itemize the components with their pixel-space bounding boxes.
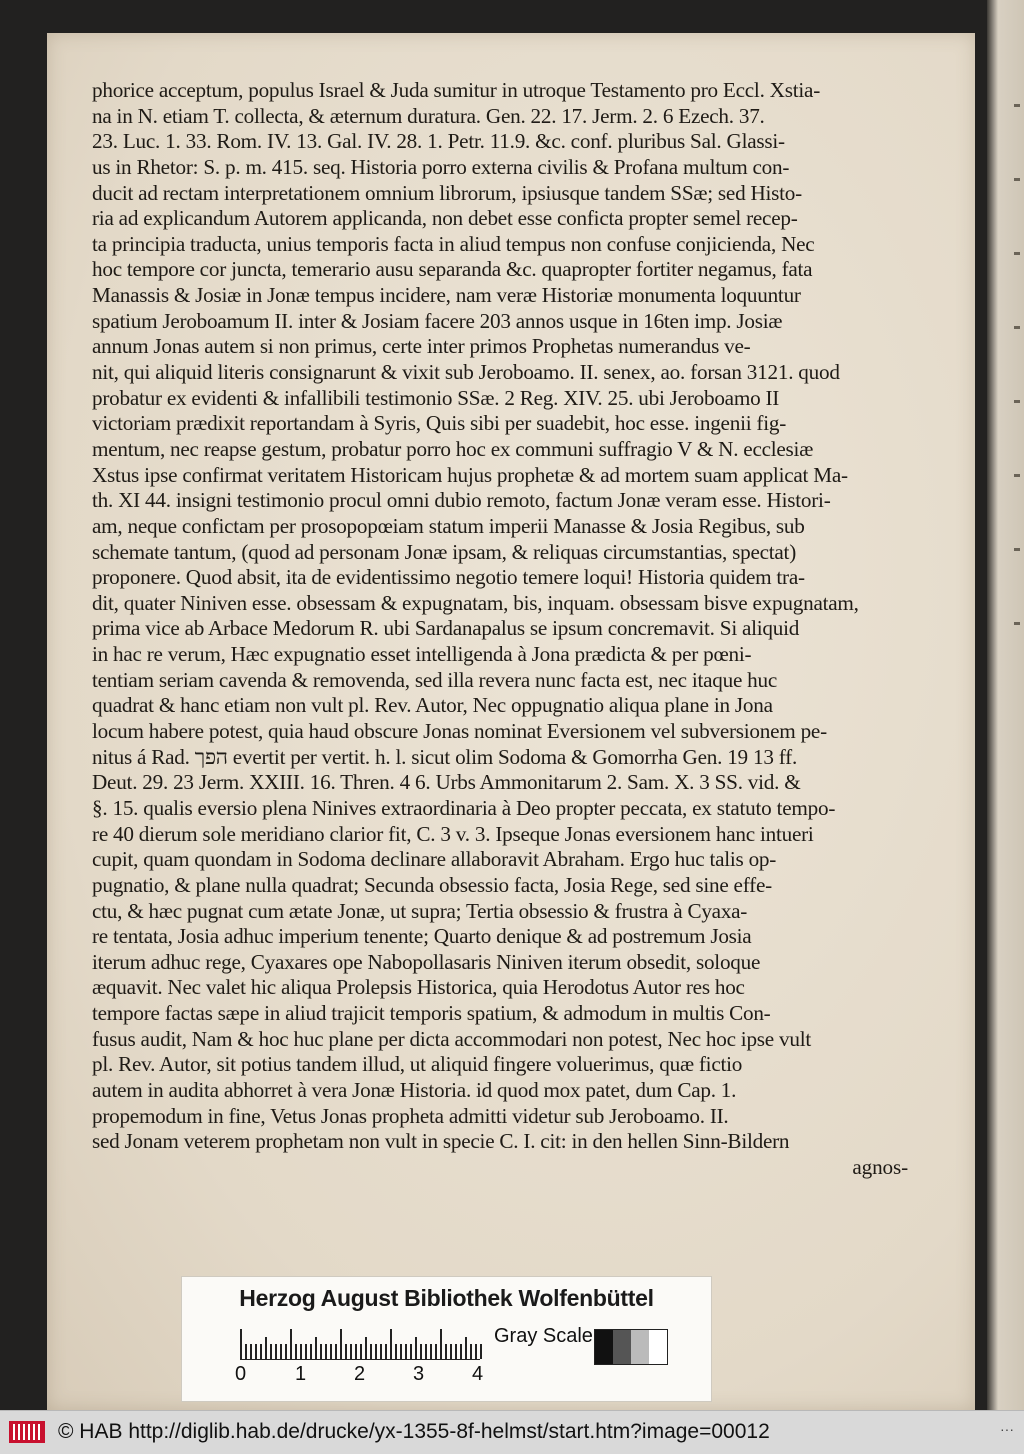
ruler-tick (450, 1344, 452, 1359)
text-line: æquavit. Nec valet hic aliqua Prolepsis Historica, quia Herodotus Autor res hoc (92, 975, 745, 1000)
text-line: §. 15. qualis eversio plena Ninives extraordinaria à Deo propter peccata, ex statuto tempo- (92, 795, 836, 820)
ruler-tick (355, 1344, 357, 1359)
text-line: am, neque confictam per prosopopœiam statum imperii Manasse & Josia Regibus, sub (92, 513, 805, 538)
ruler-tick (405, 1344, 407, 1359)
text-line: ta principia traducta, unius temporis facta in aliud tempus non confuse conjicienda, Nec (92, 231, 815, 256)
text-line: proponere. Quod absit, ita de evidentissimo negotio temere loqui! Historia quidem tra- (92, 565, 805, 590)
text-line: schemate tantum, (quod ad personam Jonæ ipsam, & reliquas circumstantias, spectat) (92, 539, 797, 564)
text-line: re 40 dierum sole meridiano clarior fit, C. 3 v. 3. Ipseque Jonas eversionem hanc intueri (92, 821, 814, 846)
hab-logo-icon[interactable] (8, 1419, 46, 1445)
text-line: nitus á Rad. הפך evertit per vertit. h. l. sicut olim Sodoma & Gomorrha Gen. 19 13 ff. (92, 744, 798, 769)
text-line: annum Jonas autem si non primus, certe inter primos Prophetas numerandus ve- (92, 334, 751, 359)
scale-ruler (240, 1325, 480, 1360)
text-line: spatium Jeroboamum II. inter & Josiam facere 203 annos usque in 16ten imp. Josiæ (92, 308, 783, 333)
text-line: prima vice ab Arbace Medorum R. ubi Sardanapalus se ipsum concremavit. Si aliquid (92, 616, 800, 641)
ruler-tick (370, 1344, 372, 1359)
ruler-tick (400, 1344, 402, 1359)
text-line: iterum adhuc rege, Cyaxares ope Nabopollasaris Niniven iterum obsedit, soloque (92, 949, 761, 974)
ruler-tick (435, 1344, 437, 1359)
viewer-footer (0, 1410, 1024, 1454)
text-line: quadrat & hanc etiam non vult pl. Rev. Autor, Nec oppugnatio aliqua plane in Jona (92, 693, 773, 718)
ruler-number: 2 (354, 1363, 366, 1385)
ruler-tick (295, 1344, 297, 1359)
ruler-tick (455, 1344, 457, 1359)
text-line: cupit, quam quondam in Sodoma declinare allaboravit Abraham. Ergo huc talis op- (92, 847, 777, 872)
text-line: tempore factas sæpe in aliud trajicit temporis spatium, & admodum in multis Con- (92, 1001, 771, 1026)
text-line: Manassis & Josiæ in Jonæ tempus incidere, nam veræ Historiæ monumenta loquuntur (92, 283, 801, 308)
ruler-tick (425, 1344, 427, 1359)
ruler-tick (245, 1344, 247, 1359)
gray-swatch (595, 1330, 613, 1364)
ruler-number: 4 (472, 1363, 484, 1385)
ruler-tick (285, 1344, 287, 1359)
ruler-number: 0 (235, 1363, 247, 1385)
text-line: ria ad explicandum Autorem applicanda, non debet esse conficta propter semel recep- (92, 206, 798, 231)
ruler-tick (430, 1344, 432, 1359)
ruler-tick (445, 1344, 447, 1359)
text-line: na in N. etiam T. collecta, & æternum duratura. Gen. 22. 17. Jerm. 2. 6 Ezech. 37. (92, 103, 765, 128)
text-line: autem in audita abhorret à vera Jonæ Historia. id quod mox patet, dum Cap. 1. (92, 1077, 737, 1102)
ruler-tick (335, 1344, 337, 1359)
body-text (92, 78, 922, 1181)
text-line: probatur ex evidenti & infallibili testimonio SSæ. 2 Reg. XIV. 25. ubi Jeroboamo II (92, 385, 780, 410)
text-line: hoc tempore cor juncta, temerario ausu separanda &c. quapropter fortiter negamus, fata (92, 257, 813, 282)
ruler-tick (270, 1344, 272, 1359)
ruler-number: 1 (295, 1363, 307, 1385)
ruler-tick (310, 1344, 312, 1359)
ruler-tick (440, 1329, 442, 1359)
text-line: sed Jonam veterem prophetam non vult in specie C. I. cit: in den hellen Sinn-Bildern (92, 1129, 790, 1154)
ruler-number: 3 (413, 1363, 425, 1385)
text-line: victoriam prædixit reportandam à Syris, Quis sibi per suadebit, hoc esse. ingenii fig- (92, 411, 787, 436)
ruler-tick (415, 1337, 417, 1359)
ruler-tick (275, 1344, 277, 1359)
ruler-tick (460, 1344, 462, 1359)
text-line: pl. Rev. Autor, sit potius tandem illud, ut aliquid fingere voluerimus, quæ fictio (92, 1052, 743, 1077)
ruler-tick (300, 1344, 302, 1359)
gray-swatch (613, 1330, 631, 1364)
ruler-tick (255, 1344, 257, 1359)
text-line: 23. Luc. 1. 33. Rom. IV. 13. Gal. IV. 28. 1. Petr. 11.9. &c. conf. pluribus Sal. Glassi- (92, 129, 785, 154)
text-line: re tentata, Josia adhuc imperium tenente; Quarto denique & ad postremum Josia (92, 924, 752, 949)
ruler-tick (365, 1337, 367, 1359)
text-line: dit, quater Niniven esse. obsessam & expugnatam, bis, inquam. obsessam bisve expugnatam, (92, 590, 859, 615)
ruler-tick (280, 1344, 282, 1359)
ruler-tick (345, 1344, 347, 1359)
ruler-tick (325, 1344, 327, 1359)
ruler-tick (315, 1337, 317, 1359)
text-line: Xstus ipse confirmat veritatem Historicam hujus prophetæ & ad mortem suam applicat Ma- (92, 462, 848, 487)
text-line: tentiam seriam cavenda & removenda, sed illa revera nunc facta est, nec itaque huc (92, 667, 778, 692)
text-line: in hac re verum, Hæc expugnatio esset intelligenda à Jona prædicta & per pœni- (92, 642, 752, 667)
ruler-tick (305, 1344, 307, 1359)
text-line: Deut. 29. 23 Jerm. XXIII. 16. Thren. 4 6. Urbs Ammonitarum 2. Sam. X. 3 SS. vid. & (92, 770, 801, 795)
text-line: ducit ad rectam interpretationem omnium librorum, ipsiusque tandem SSæ; sed Histo- (92, 180, 802, 205)
ruler-tick (380, 1344, 382, 1359)
facing-page-edge (987, 0, 1024, 1410)
gray-scale-swatch (594, 1329, 668, 1365)
gray-scale-label: Gray Scale (494, 1325, 593, 1347)
ruler-tick (240, 1329, 242, 1359)
ruler-tick (470, 1344, 472, 1359)
ruler-tick (385, 1344, 387, 1359)
text-line: agnos- (852, 1154, 908, 1179)
text-line: ctu, & hæc pugnat cum ætate Jonæ, ut supra; Tertia obsessio & frustra à Cyaxa- (92, 898, 748, 923)
more-options-icon[interactable]: ··· (1000, 1421, 1014, 1437)
ruler-tick (250, 1344, 252, 1359)
ruler-tick (465, 1337, 467, 1359)
library-card (181, 1276, 712, 1402)
text-line: nit, qui aliquid literis consignarunt & vixit sub Jeroboamo. II. senex, ao. forsan 3121. quod (92, 360, 840, 385)
text-line: us in Rhetor: S. p. m. 415. seq. Historia porro externa civilis & Profana multum con- (92, 154, 790, 179)
ruler-tick (340, 1329, 342, 1359)
ruler-tick (420, 1344, 422, 1359)
ruler-tick (290, 1329, 292, 1359)
ruler-tick (350, 1344, 352, 1359)
ruler-tick (475, 1344, 477, 1359)
ruler-tick (260, 1344, 262, 1359)
ruler-tick (320, 1344, 322, 1359)
ruler-tick (360, 1344, 362, 1359)
text-line: phorice acceptum, populus Israel & Juda sumitur in utroque Testamento pro Eccl. Xstia- (92, 78, 821, 102)
gray-swatch (649, 1330, 667, 1364)
ruler-tick (480, 1344, 482, 1359)
text-line: mentum, nec reapse gestum, probatur porro hoc ex communi suffragio V & N. ecclesiæ (92, 436, 814, 461)
ruler-tick (410, 1344, 412, 1359)
ruler-tick (265, 1337, 267, 1359)
text-line: fusus audit, Nam & hoc huc plane per dicta accommodari non potest, Nec hoc ipse vult (92, 1026, 811, 1051)
ruler-tick (375, 1344, 377, 1359)
text-line: pugnatio, & plane nulla quadrat; Secunda obsessio facta, Josia Rege, sed sine effe- (92, 872, 772, 897)
library-title: Herzog August Bibliothek Wolfenbüttel (239, 1285, 654, 1311)
text-line: locum habere potest, quia haud obscure Jonas nominat Eversionem vel subversionem pe- (92, 719, 827, 744)
text-line: propemodum in fine, Vetus Jonas propheta admitti videtur sub Jeroboamo. II. (92, 1103, 729, 1128)
ruler-tick (390, 1329, 392, 1359)
ruler-tick (330, 1344, 332, 1359)
ruler-tick (395, 1344, 397, 1359)
text-line: th. XI 44. insigni testimonio procul omni dubio remoto, factum Jonæ veram esse. Histori- (92, 488, 831, 513)
copyright-link[interactable]: © HAB http://diglib.hab.de/drucke/yx-1355-8f-helmst/start.htm?image=00012 (58, 1420, 770, 1443)
gray-swatch (631, 1330, 649, 1364)
